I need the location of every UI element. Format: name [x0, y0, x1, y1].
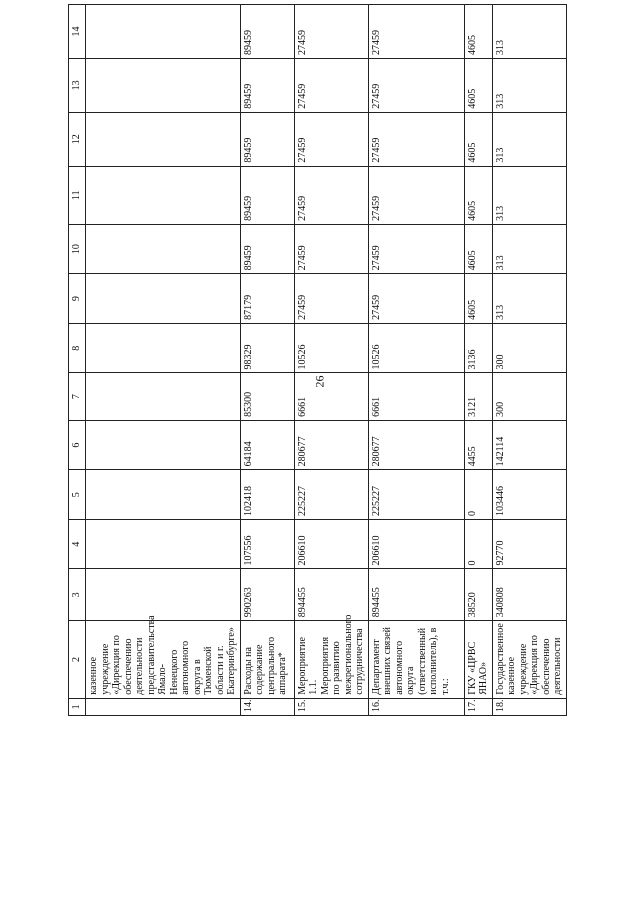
cell [86, 420, 241, 470]
row-name: казенное учреждение «Дирекция по обеспечению деятельности представительства Ямало-Ненецкого автономного округа в Тюменской области и г. Екатеринбурге» [86, 621, 241, 699]
cell: 87179 [240, 274, 294, 324]
cell: 3136 [464, 323, 492, 373]
row-name: Государственное казенное учреждение «Дирекция по обеспечению деятельности [492, 621, 566, 699]
cell [86, 166, 241, 224]
cell: 107556 [240, 519, 294, 569]
cell: 313 [492, 58, 566, 112]
cell: 313 [492, 274, 566, 324]
cell: 27459 [294, 112, 368, 166]
table-row [86, 5, 241, 716]
cell: 89459 [240, 58, 294, 112]
cell: 300 [492, 323, 566, 373]
cell: 27459 [294, 274, 368, 324]
row-number: 18. [492, 698, 566, 715]
cell: 27459 [368, 166, 464, 224]
cell: 3121 [464, 373, 492, 420]
budget-table [68, 4, 567, 716]
cell: 27459 [368, 5, 464, 59]
cell: 89459 [240, 224, 294, 274]
table-row [368, 5, 464, 716]
cell: 225227 [294, 470, 368, 520]
cell [86, 5, 241, 59]
cell: 990263 [240, 569, 294, 621]
cell: 89459 [240, 112, 294, 166]
cell: 225227 [368, 470, 464, 520]
cell: 103446 [492, 470, 566, 520]
cell: 280677 [294, 420, 368, 470]
row-name: ГКУ «ЦРВС ЯНАО» [464, 621, 492, 699]
col-header: 12 [69, 112, 86, 166]
table-row [240, 5, 294, 716]
col-header: 14 [69, 5, 86, 59]
cell: 894455 [368, 569, 464, 621]
cell: 89459 [240, 166, 294, 224]
cell: 4605 [464, 224, 492, 274]
cell: 313 [492, 166, 566, 224]
cell: 27459 [368, 112, 464, 166]
cell: 89459 [240, 5, 294, 59]
row-number: 17. [464, 698, 492, 715]
cell: 313 [492, 224, 566, 274]
cell: 27459 [368, 58, 464, 112]
cell: 27459 [294, 166, 368, 224]
col-header: 3 [69, 569, 86, 621]
cell [86, 569, 241, 621]
row-number: 15. [294, 698, 368, 715]
cell: 280677 [368, 420, 464, 470]
col-header: 13 [69, 58, 86, 112]
cell: 206610 [368, 519, 464, 569]
cell: 6661 [294, 373, 368, 420]
cell: 27459 [294, 58, 368, 112]
cell: 10526 [368, 323, 464, 373]
cell: 0 [464, 519, 492, 569]
row-name: Расходы на содержание центрального аппарата* [240, 621, 294, 699]
cell: 27459 [294, 224, 368, 274]
cell: 4605 [464, 5, 492, 59]
col-header: 4 [69, 519, 86, 569]
col-header: 5 [69, 470, 86, 520]
cell: 102418 [240, 470, 294, 520]
row-number [86, 698, 241, 715]
cell: 98329 [240, 323, 294, 373]
cell [86, 519, 241, 569]
table-row [294, 5, 368, 716]
cell: 894455 [294, 569, 368, 621]
col-header: 8 [69, 323, 86, 373]
cell: 4605 [464, 166, 492, 224]
cell: 4455 [464, 420, 492, 470]
col-header: 6 [69, 420, 86, 470]
page-number: 26 [312, 375, 327, 388]
cell: 92770 [492, 519, 566, 569]
cell: 340808 [492, 569, 566, 621]
rotated-table-container [68, 4, 563, 716]
column-number-row [69, 5, 86, 716]
cell [86, 373, 241, 420]
cell: 206610 [294, 519, 368, 569]
cell: 4605 [464, 58, 492, 112]
col-header: 1 [69, 698, 86, 715]
cell: 142114 [492, 420, 566, 470]
col-header: 10 [69, 224, 86, 274]
col-header: 7 [69, 373, 86, 420]
table-row [492, 5, 566, 716]
cell [86, 112, 241, 166]
cell [86, 224, 241, 274]
table-row [464, 5, 492, 716]
cell: 6661 [368, 373, 464, 420]
row-name: Департамент внешних связей автономного округа (ответственный исполнитель), в т.ч.: [368, 621, 464, 699]
col-header: 2 [69, 621, 86, 699]
cell: 0 [464, 470, 492, 520]
row-name: Мероприятие 1.1. Мероприятия по развитию межрегионального сотрудничества [294, 621, 368, 699]
row-number: 14. [240, 698, 294, 715]
cell: 4605 [464, 112, 492, 166]
cell: 4605 [464, 274, 492, 324]
cell [86, 274, 241, 324]
cell [86, 470, 241, 520]
cell [86, 58, 241, 112]
cell: 64184 [240, 420, 294, 470]
col-header: 11 [69, 166, 86, 224]
row-number: 16. [368, 698, 464, 715]
cell: 85300 [240, 373, 294, 420]
cell: 27459 [368, 274, 464, 324]
cell [86, 323, 241, 373]
col-header: 9 [69, 274, 86, 324]
cell: 27459 [368, 224, 464, 274]
cell: 10526 [294, 323, 368, 373]
cell: 313 [492, 112, 566, 166]
cell: 38520 [464, 569, 492, 621]
cell: 27459 [294, 5, 368, 59]
cell: 300 [492, 373, 566, 420]
cell: 313 [492, 5, 566, 59]
